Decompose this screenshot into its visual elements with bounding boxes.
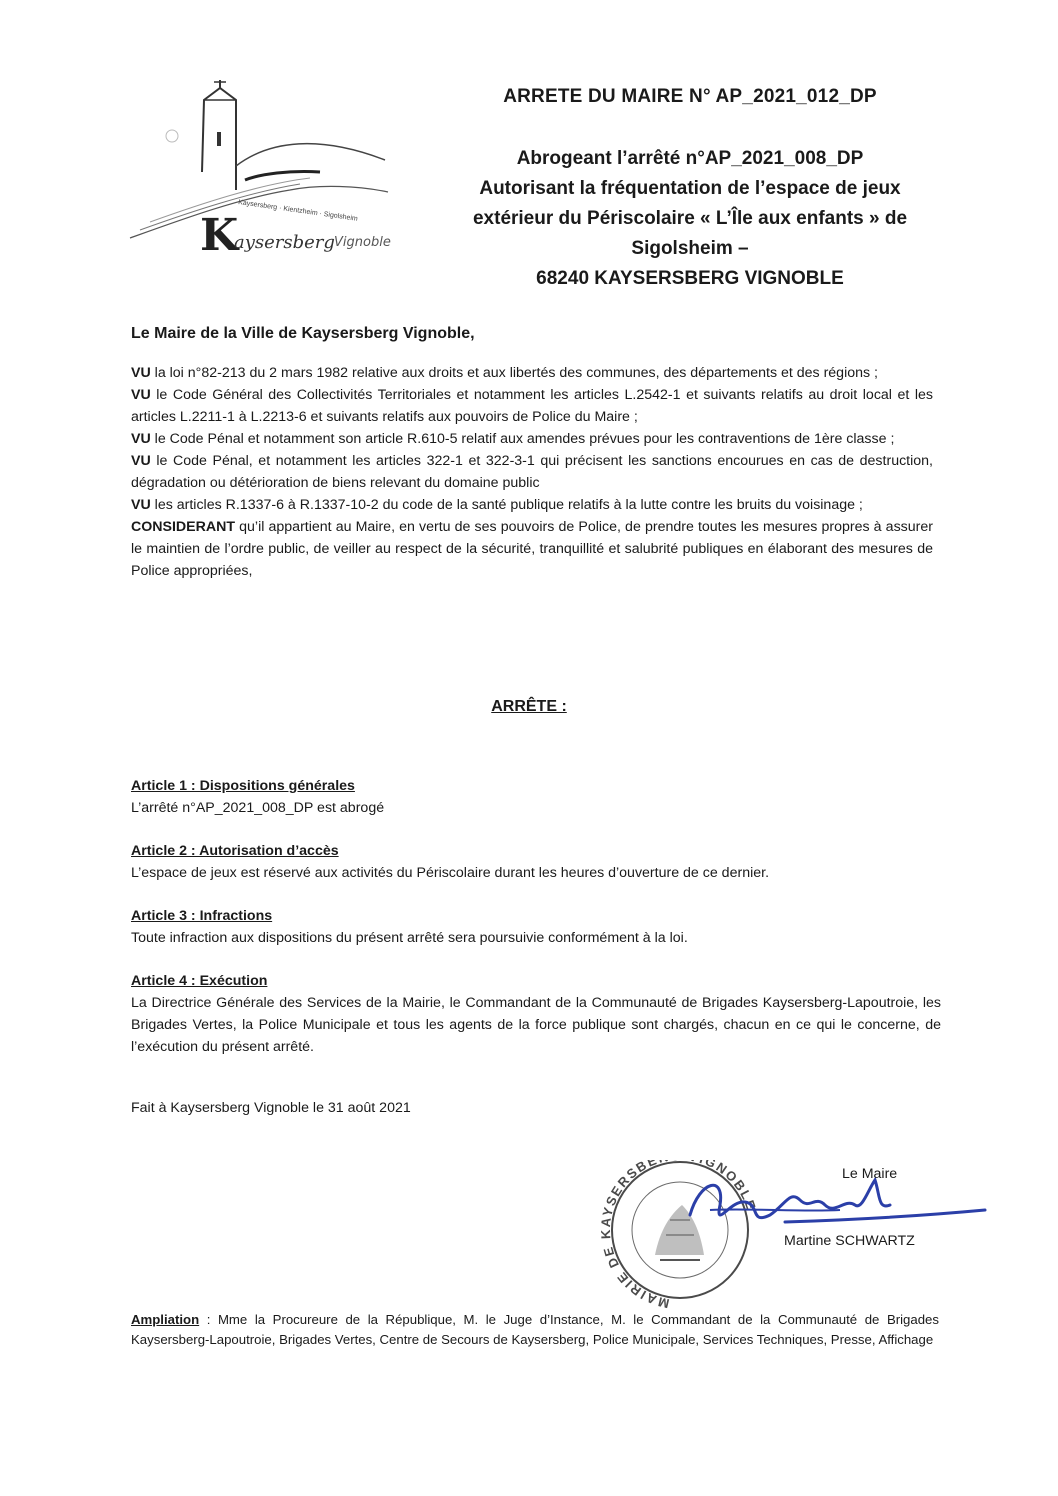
mayor-intro: Le Maire de la Ville de Kaysersberg Vignoble, — [131, 325, 475, 342]
ampliation — [131, 1310, 939, 1350]
considerations — [131, 362, 933, 582]
article-body: Toute infraction aux dispositions du présent arrêté sera poursuivie conformément à la loi. — [131, 930, 688, 946]
article-1 — [131, 775, 941, 819]
logo-tagline: Kaysersberg · Kientzheim · Sigolsheim — [237, 199, 359, 223]
subtitle-line: 68240 KAYSERSBERG VIGNOBLE — [536, 268, 844, 289]
mayor-role: Le Maire — [842, 1166, 898, 1182]
logo-brand-name: aysersberg — [234, 232, 335, 253]
consideration-text: qu’il appartient au Maire, en vertu de ses pouvoirs de Police, de prendre toutes les mesures propres à assurer le maintien de l’ordre public, de veiller au respect de la sécurité, tranquillité et salubrité publiques en élaborant des mesures de Police appropriées, — [131, 519, 933, 579]
consideration-item — [131, 516, 933, 582]
subtitle-line: Sigolsheim – — [631, 238, 749, 259]
consideration-text: le Code Général des Collectivités Territoriales et notamment les articles L.2542-1 et suivants relatifs au droit local et les articles L.2211-1 à L.2213-6 et suivants relatifs aux pouvoirs de Police du Maire ; — [131, 387, 933, 425]
article-4 — [131, 970, 941, 1058]
consideration-text: le Code Pénal, et notamment les articles 322-1 et 322-3-1 qui précisent les sanctions encourues en cas de destruction, dégradation ou détérioration de biens relevant du domaine public — [131, 453, 933, 491]
consideration-item — [131, 428, 933, 450]
article-body: L’arrêté n°AP_2021_008_DP est abrogé — [131, 800, 385, 816]
stamp-text: MAIRIE DE YSERSBE GNOBLE — [600, 1160, 760, 1312]
consideration-lead: VU — [131, 365, 151, 381]
consideration-item — [131, 494, 933, 516]
article-body: L’espace de jeux est réservé aux activités du Périscolaire durant les heures d’ouverture de ce dernier. — [131, 865, 770, 881]
consideration-item — [131, 450, 933, 494]
issued-place-date: Fait à Kaysersberg Vignoble le 31 août 2021 — [131, 1100, 411, 1116]
ampliation-label: Ampliation — [131, 1312, 200, 1327]
consideration-lead: VU — [131, 387, 151, 403]
decree-header — [410, 80, 970, 294]
article-title: Article 4 : Exécution — [131, 973, 268, 989]
logo-brand-vignoble: Vignoble — [334, 235, 391, 250]
consideration-lead: VU — [131, 453, 151, 469]
consideration-text: le Code Pénal et notamment son article R.610-5 relatif aux amendes prévues pour les contraventions de 1ère classe ; — [150, 431, 895, 447]
decree-title: ARRETE DU MAIRE N° AP_2021_012_DP — [503, 86, 877, 107]
consideration-lead: CONSIDERANT — [131, 519, 236, 535]
logo-letter-k: K — [200, 210, 239, 261]
consideration-lead: VU — [131, 431, 151, 447]
article-3 — [131, 905, 941, 949]
ampliation-text: : Mme la Procureure de la République, M. le Juge d’Instance, M. le Commandant de la Communauté de Brigades Kaysersberg-Lapoutroie, Brigades Vertes, Centre de Secours de Kaysersberg, Police Municipale, Services Techniques, Presse, Affichage — [131, 1312, 939, 1347]
subtitle-line: Autorisant la fréquentation de l’espace de jeux — [479, 178, 901, 199]
consideration-item — [131, 362, 933, 384]
article-title: Article 1 : Dispositions générales — [131, 778, 355, 794]
decree-subtitle — [410, 144, 970, 294]
consideration-lead: VU — [131, 497, 151, 513]
mayor-name: Martine SCHWARTZ — [784, 1233, 915, 1249]
arrete-heading: ARRÊTE : — [491, 698, 567, 715]
article-title: Article 2 : Autorisation d’accès — [131, 843, 339, 859]
article-body: La Directrice Générale des Services de la Mairie, le Commandant de la Communauté de Brigades Kaysersberg-Lapoutroie, les Brigades Vertes, la Police Municipale et tous les agents de la force publique sont chargés, chacun en ce qui le concerne, de l’exécution du présent arrêté. — [131, 995, 941, 1055]
municipality-logo — [120, 80, 410, 270]
article-2 — [131, 840, 941, 884]
articles-list — [131, 775, 941, 1079]
consideration-text: les articles R.1337-6 à R.1337-10-2 du code de la santé publique relatifs à la lutte contre les bruits du voisinage ; — [150, 497, 863, 513]
subtitle-line: Abrogeant l’arrêté n°AP_2021_008_DP — [516, 148, 864, 169]
consideration-text: la loi n°82-213 du 2 mars 1982 relative aux droits et aux libertés des communes, des départements et des régions ; — [150, 365, 878, 381]
logo-drawing — [120, 80, 410, 270]
consideration-item — [131, 384, 933, 428]
article-title: Article 3 : Infractions — [131, 908, 273, 924]
subtitle-line: extérieur du Périscolaire « L’Île aux enfants » de — [472, 208, 908, 229]
